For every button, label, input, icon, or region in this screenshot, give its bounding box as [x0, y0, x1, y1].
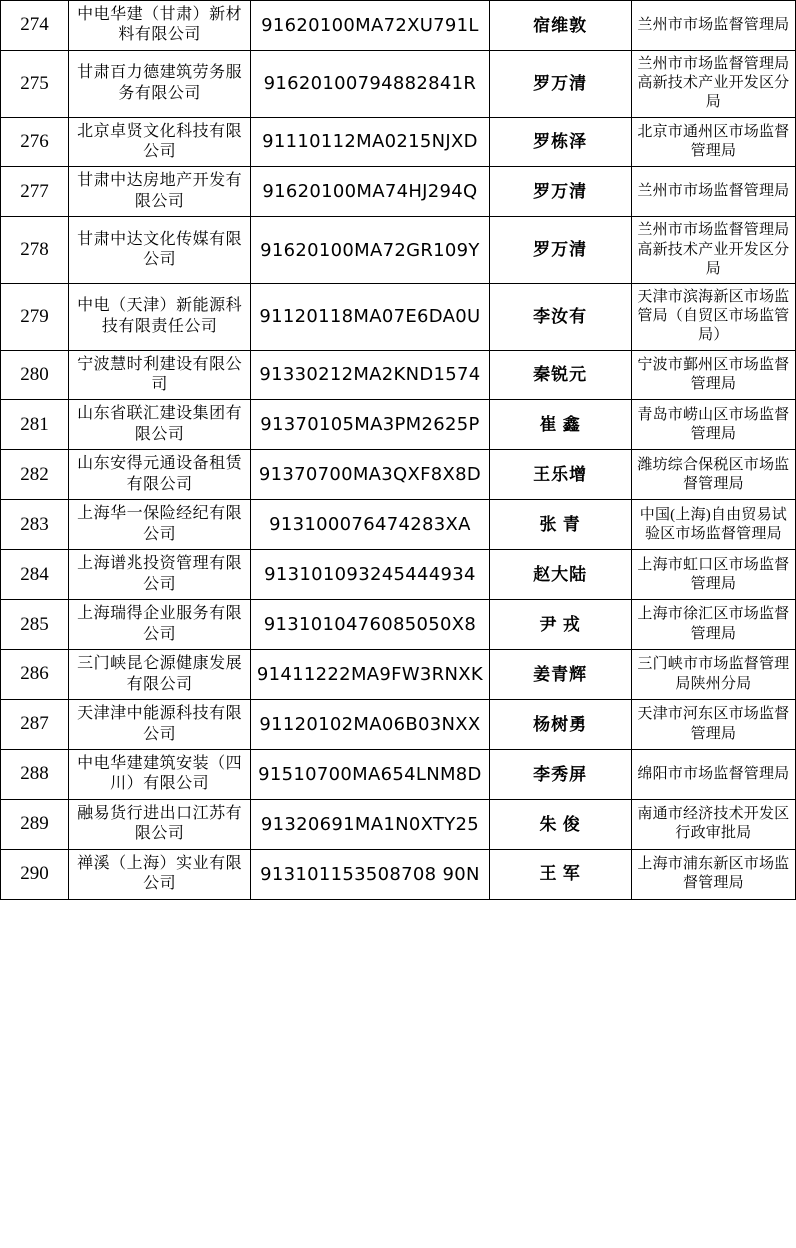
row-index: 285	[1, 600, 69, 650]
credit-code: 91510700MA654LNM8D	[251, 750, 489, 800]
credit-code: 913101093245444934	[251, 550, 489, 600]
legal-representative: 张 青	[489, 500, 631, 550]
company-name: 宁波慧时利建设有限公司	[69, 350, 251, 400]
row-index: 282	[1, 450, 69, 500]
credit-code: 91620100MA74HJ294Q	[251, 167, 489, 217]
company-name: 融易货行进出口江苏有限公司	[69, 799, 251, 849]
registration-authority: 宁波市鄞州区市场监督管理局	[631, 350, 795, 400]
company-name: 甘肃中达文化传媒有限公司	[69, 217, 251, 284]
credit-code: 91110112MA0215NJXD	[251, 117, 489, 167]
company-name: 上海瑞得企业服务有限公司	[69, 600, 251, 650]
table-row	[1, 283, 796, 350]
registration-authority: 天津市滨海新区市场监管局（自贸区市场监管局）	[631, 283, 795, 350]
company-name: 中电华建（甘肃）新材料有限公司	[69, 1, 251, 51]
row-index: 277	[1, 167, 69, 217]
row-index: 284	[1, 550, 69, 600]
credit-code: 91620100MA72XU791L	[251, 1, 489, 51]
table-row	[1, 400, 796, 450]
credit-code: 91370700MA3QXF8X8D	[251, 450, 489, 500]
company-name: 三门峡昆仑源健康发展有限公司	[69, 650, 251, 700]
legal-representative: 王 军	[489, 849, 631, 899]
row-index: 283	[1, 500, 69, 550]
legal-representative: 尹 戎	[489, 600, 631, 650]
row-index: 289	[1, 799, 69, 849]
table-row	[1, 849, 796, 899]
legal-representative: 宿维敦	[489, 1, 631, 51]
legal-representative: 罗万清	[489, 50, 631, 117]
company-name: 甘肃中达房地产开发有限公司	[69, 167, 251, 217]
legal-representative: 罗栋泽	[489, 117, 631, 167]
company-name: 北京卓贤文化科技有限公司	[69, 117, 251, 167]
legal-representative: 罗万清	[489, 167, 631, 217]
company-name: 甘肃百力德建筑劳务服务有限公司	[69, 50, 251, 117]
row-index: 276	[1, 117, 69, 167]
row-index: 290	[1, 849, 69, 899]
company-name: 中电（天津）新能源科技有限责任公司	[69, 283, 251, 350]
legal-representative: 赵大陆	[489, 550, 631, 600]
row-index: 278	[1, 217, 69, 284]
registration-authority: 南通市经济技术开发区行政审批局	[631, 799, 795, 849]
row-index: 287	[1, 700, 69, 750]
credit-code: 91411222MA9FW3RNXK	[251, 650, 489, 700]
table-row	[1, 350, 796, 400]
credit-code: 91120102MA06B03NXX	[251, 700, 489, 750]
registration-authority: 天津市河东区市场监督管理局	[631, 700, 795, 750]
registration-authority: 中国(上海)自由贸易试验区市场监督管理局	[631, 500, 795, 550]
table-row	[1, 750, 796, 800]
credit-code: 91620100MA72GR109Y	[251, 217, 489, 284]
table-row	[1, 650, 796, 700]
credit-code: 91320691MA1N0XTY25	[251, 799, 489, 849]
table-row	[1, 117, 796, 167]
table-row	[1, 167, 796, 217]
table-row	[1, 500, 796, 550]
table-row	[1, 217, 796, 284]
registration-authority: 兰州市市场监督管理局	[631, 167, 795, 217]
legal-representative: 朱 俊	[489, 799, 631, 849]
registration-authority: 三门峡市市场监督管理局陕州分局	[631, 650, 795, 700]
registration-authority: 上海市浦东新区市场监督管理局	[631, 849, 795, 899]
row-index: 280	[1, 350, 69, 400]
registration-authority: 上海市虹口区市场监督管理局	[631, 550, 795, 600]
registration-authority: 兰州市市场监督管理局高新技术产业开发区分局	[631, 217, 795, 284]
table-row	[1, 550, 796, 600]
table-row	[1, 450, 796, 500]
row-index: 279	[1, 283, 69, 350]
table-row	[1, 50, 796, 117]
registration-authority: 兰州市市场监督管理局	[631, 1, 795, 51]
credit-code: 91120118MA07E6DA0U	[251, 283, 489, 350]
legal-representative: 姜青辉	[489, 650, 631, 700]
table-body	[1, 1, 796, 900]
row-index: 286	[1, 650, 69, 700]
credit-code: 91370105MA3PM2625P	[251, 400, 489, 450]
registration-authority: 绵阳市市场监督管理局	[631, 750, 795, 800]
table-row	[1, 799, 796, 849]
row-index: 274	[1, 1, 69, 51]
credit-code: 913100076474283XA	[251, 500, 489, 550]
credit-code: 91330212MA2KND1574	[251, 350, 489, 400]
registration-authority: 上海市徐汇区市场监督管理局	[631, 600, 795, 650]
company-name: 山东安得元通设备租赁有限公司	[69, 450, 251, 500]
credit-code: 9131010476085050X8	[251, 600, 489, 650]
legal-representative: 罗万清	[489, 217, 631, 284]
company-name: 山东省联汇建设集团有限公司	[69, 400, 251, 450]
legal-representative: 崔 鑫	[489, 400, 631, 450]
table-row	[1, 1, 796, 51]
legal-representative: 秦锐元	[489, 350, 631, 400]
table-row	[1, 700, 796, 750]
table-row	[1, 600, 796, 650]
company-name: 上海华一保险经纪有限公司	[69, 500, 251, 550]
credit-code: 91620100794882841R	[251, 50, 489, 117]
legal-representative: 王乐增	[489, 450, 631, 500]
legal-representative: 李秀屏	[489, 750, 631, 800]
company-name: 上海谱兆投资管理有限公司	[69, 550, 251, 600]
row-index: 288	[1, 750, 69, 800]
registration-authority: 北京市通州区市场监督管理局	[631, 117, 795, 167]
registration-authority: 兰州市市场监督管理局高新技术产业开发区分局	[631, 50, 795, 117]
legal-representative: 李汝有	[489, 283, 631, 350]
row-index: 275	[1, 50, 69, 117]
credit-code: 913101153508708 90N	[251, 849, 489, 899]
registration-authority: 潍坊综合保税区市场监督管理局	[631, 450, 795, 500]
registration-authority: 青岛市崂山区市场监督管理局	[631, 400, 795, 450]
company-name: 中电华建建筑安装（四川）有限公司	[69, 750, 251, 800]
row-index: 281	[1, 400, 69, 450]
legal-representative: 杨树勇	[489, 700, 631, 750]
company-name: 禅溪（上海）实业有限公司	[69, 849, 251, 899]
company-name: 天津津中能源科技有限公司	[69, 700, 251, 750]
